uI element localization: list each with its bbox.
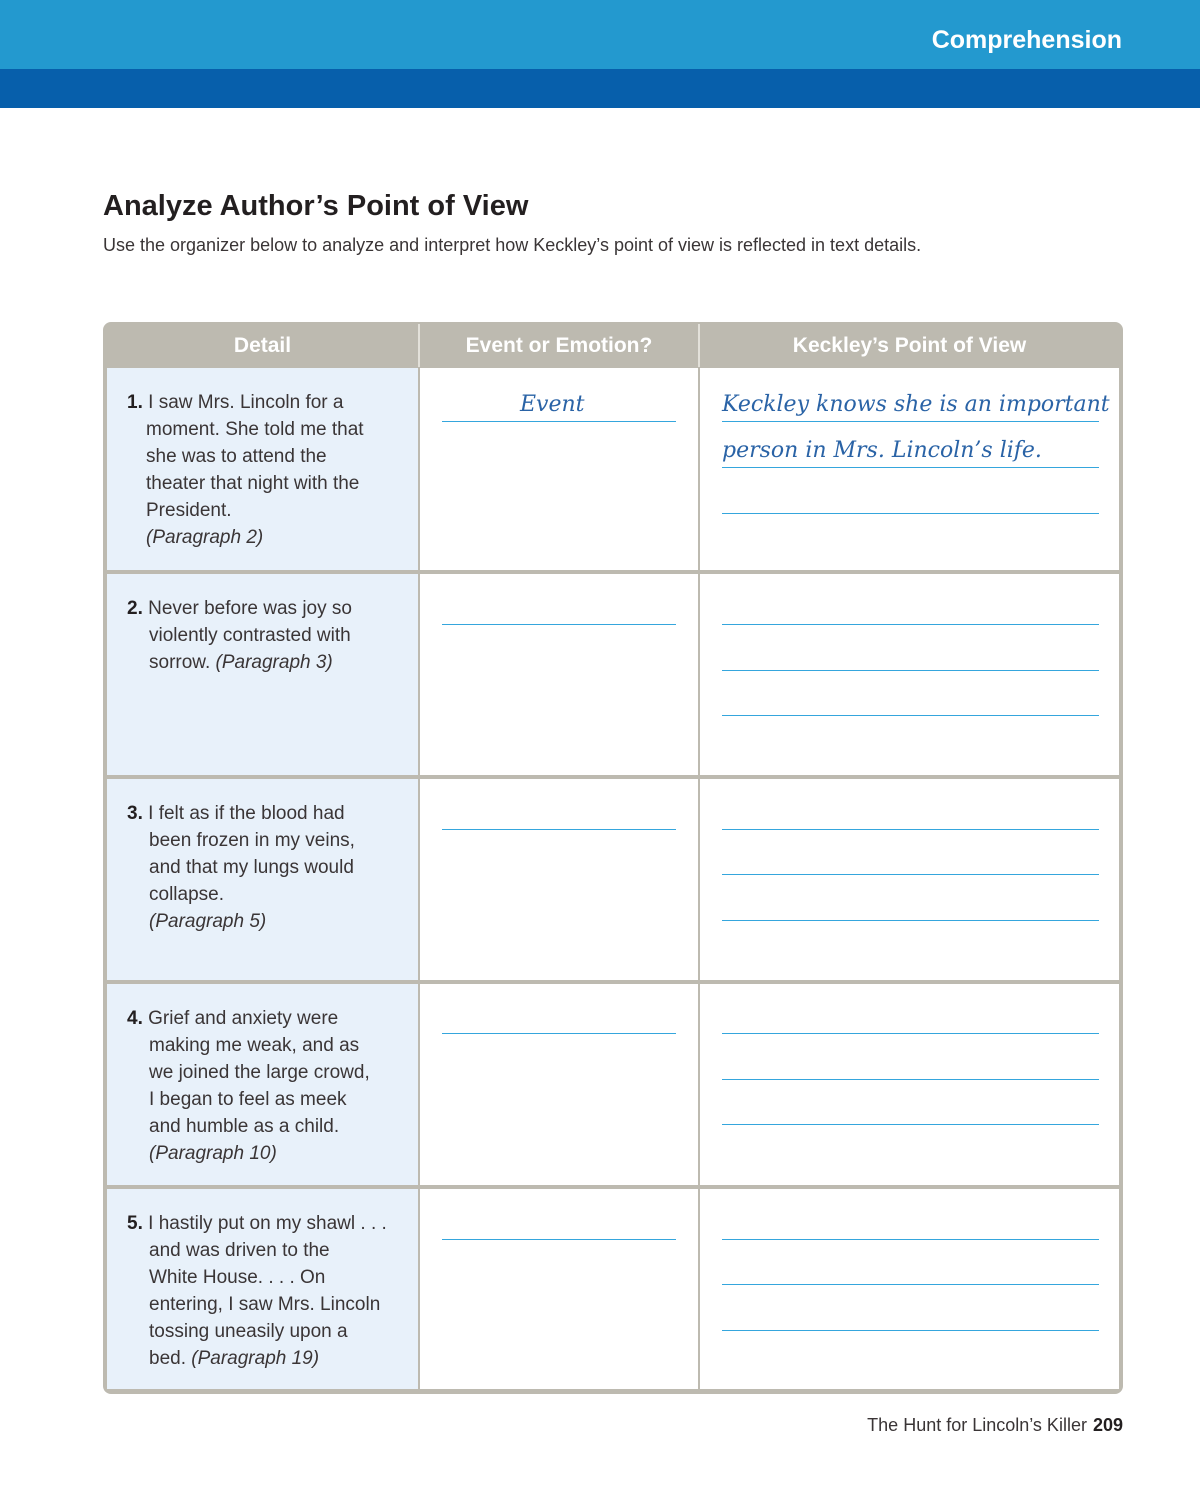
- detail-line: I began to feel as meek: [149, 1089, 347, 1110]
- detail-line: I felt as if the blood had: [148, 803, 345, 824]
- detail-line: I saw Mrs. Lincoln for a: [148, 392, 344, 413]
- paragraph-citation: (Paragraph 2): [146, 527, 264, 548]
- table-row: [107, 779, 1119, 980]
- paragraph-citation: (Paragraph 3): [215, 652, 333, 673]
- point-of-view-cell[interactable]: [700, 779, 1119, 980]
- point-of-view-cell[interactable]: [700, 574, 1119, 775]
- header-sub-band: [0, 69, 1200, 108]
- answer-line[interactable]: [722, 421, 1099, 422]
- detail-line: Grief and anxiety were: [148, 1008, 339, 1029]
- answer-line[interactable]: [442, 1239, 676, 1240]
- answer-line[interactable]: [722, 1330, 1099, 1331]
- section-label: Comprehension: [931, 26, 1122, 54]
- answer-line[interactable]: [722, 829, 1099, 830]
- answer-line[interactable]: [722, 715, 1099, 716]
- detail-cell: [107, 779, 418, 980]
- detail-line: we joined the large crowd,: [149, 1062, 370, 1083]
- book-title: The Hunt for Lincoln’s Killer: [867, 1415, 1087, 1435]
- point-of-view-cell[interactable]: [700, 1189, 1119, 1389]
- answer-line[interactable]: [722, 1239, 1099, 1240]
- detail-cell: [107, 984, 418, 1185]
- detail-text: [127, 595, 407, 676]
- column-header-detail: Detail: [233, 334, 292, 357]
- handwritten-pov-answer: Keckley knows she is an important: [722, 392, 1110, 417]
- detail-line: White House. . . . On: [149, 1267, 326, 1288]
- detail-line: violently contrasted with: [149, 625, 351, 646]
- answer-line[interactable]: [722, 670, 1099, 671]
- detail-line: theater that night with the: [146, 473, 360, 494]
- detail-line: bed.: [149, 1348, 186, 1369]
- paragraph-citation: (Paragraph 19): [191, 1348, 320, 1369]
- table-row: [107, 984, 1119, 1185]
- detail-line: and humble as a child.: [149, 1116, 340, 1137]
- instructions: Use the organizer below to analyze and interpret how Keckley’s point of view is reflected in text details.: [103, 235, 922, 255]
- detail-line: tossing uneasily upon a: [149, 1321, 348, 1342]
- detail-text: [127, 1210, 407, 1372]
- answer-line[interactable]: [722, 1033, 1099, 1034]
- detail-line: making me weak, and as: [149, 1035, 360, 1056]
- event-or-emotion-cell[interactable]: [420, 574, 698, 775]
- detail-line: and that my lungs would: [149, 857, 354, 878]
- handwritten-pov-answer: person in Mrs. Lincoln’s life.: [722, 438, 1042, 463]
- answer-line[interactable]: [722, 874, 1099, 875]
- detail-cell: [107, 1189, 418, 1389]
- page-title: Analyze Author’s Point of View: [103, 190, 529, 222]
- detail-line: I hastily put on my shawl . . .: [148, 1213, 387, 1234]
- answer-line[interactable]: [722, 920, 1099, 921]
- detail-line: Never before was joy so: [148, 598, 352, 619]
- detail-line: been frozen in my veins,: [149, 830, 355, 851]
- point-of-view-cell[interactable]: [700, 368, 1119, 570]
- detail-cell: [107, 368, 418, 570]
- table-row: [107, 1189, 1119, 1389]
- answer-line[interactable]: [442, 624, 676, 625]
- answer-line[interactable]: [442, 421, 676, 422]
- column-header-event-or-emotion: Event or Emotion?: [465, 334, 653, 357]
- answer-line[interactable]: [442, 829, 676, 830]
- event-or-emotion-cell[interactable]: [420, 779, 698, 980]
- answer-line[interactable]: [722, 624, 1099, 625]
- detail-line: collapse.: [149, 884, 224, 905]
- paragraph-citation: (Paragraph 5): [149, 911, 267, 932]
- event-or-emotion-cell[interactable]: [420, 1189, 698, 1389]
- detail-number: 3.: [127, 803, 143, 824]
- detail-line: President.: [146, 500, 232, 521]
- answer-line[interactable]: [722, 513, 1099, 514]
- answer-line[interactable]: [722, 467, 1099, 468]
- detail-text: [127, 389, 407, 551]
- handwritten-event-answer: Event: [520, 392, 585, 417]
- detail-line: entering, I saw Mrs. Lincoln: [149, 1294, 381, 1315]
- detail-line: sorrow.: [149, 652, 211, 673]
- detail-cell: [107, 574, 418, 775]
- table-row: [107, 574, 1119, 775]
- detail-text: [127, 1005, 407, 1167]
- detail-number: 4.: [127, 1008, 143, 1029]
- detail-number: 2.: [127, 598, 143, 619]
- detail-text: [127, 800, 407, 935]
- detail-line: and was driven to the: [149, 1240, 330, 1261]
- page-footer: [867, 1413, 1123, 1437]
- answer-line[interactable]: [722, 1124, 1099, 1125]
- event-or-emotion-cell[interactable]: [420, 984, 698, 1185]
- detail-number: 5.: [127, 1213, 143, 1234]
- page-number: 209: [1092, 1415, 1123, 1435]
- organizer-table: [103, 322, 1123, 1394]
- answer-line[interactable]: [722, 1284, 1099, 1285]
- detail-number: 1.: [127, 392, 143, 413]
- detail-line: moment. She told me that: [146, 419, 364, 440]
- answer-line[interactable]: [722, 1079, 1099, 1080]
- answer-line[interactable]: [442, 1033, 676, 1034]
- detail-line: she was to attend the: [146, 446, 327, 467]
- paragraph-citation: (Paragraph 10): [149, 1143, 277, 1164]
- event-or-emotion-cell[interactable]: [420, 368, 698, 570]
- table-row: [107, 368, 1119, 570]
- column-header-point-of-view: Keckley’s Point of View: [792, 334, 1027, 357]
- point-of-view-cell[interactable]: [700, 984, 1119, 1185]
